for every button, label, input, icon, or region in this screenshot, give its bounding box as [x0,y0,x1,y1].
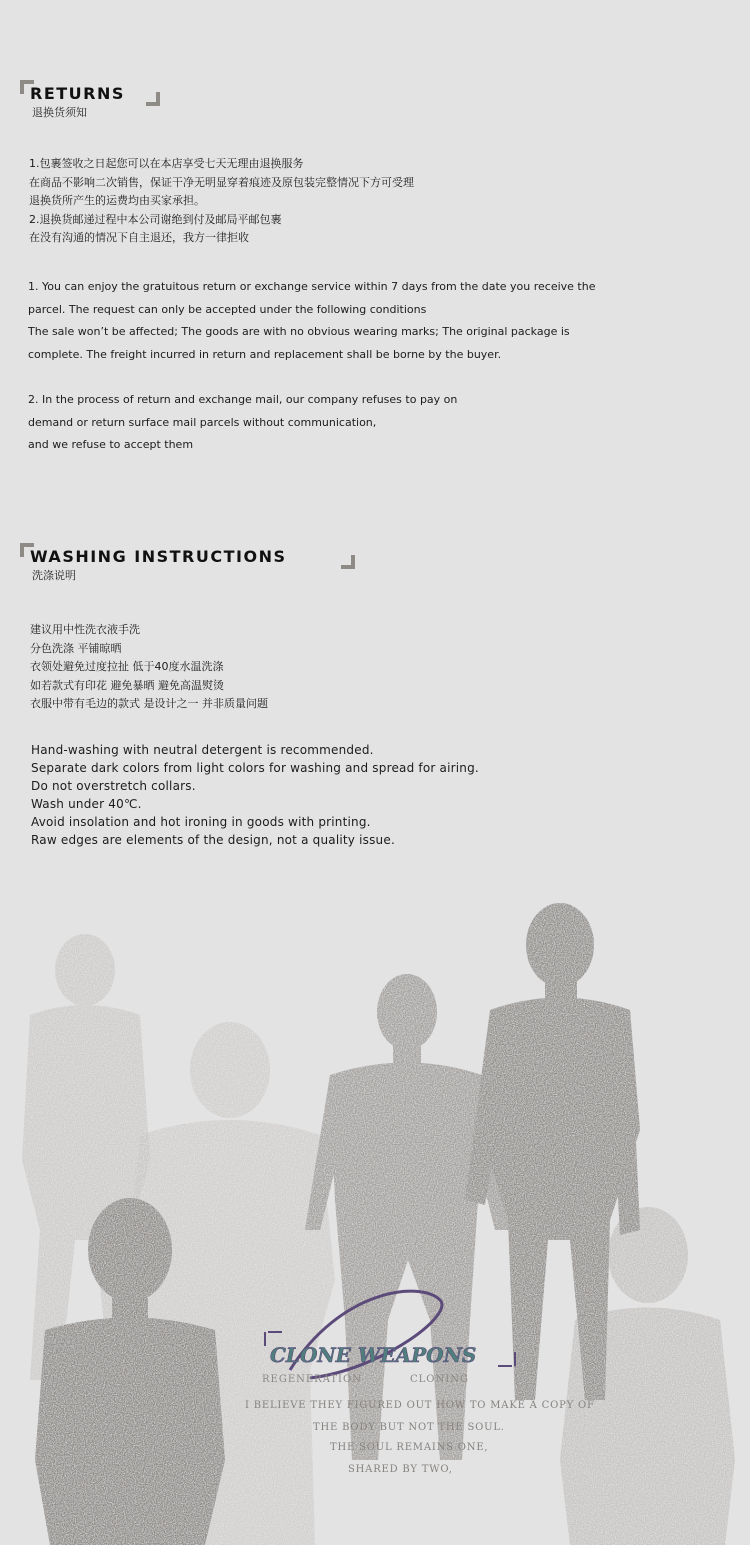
returns-english-para-1 [28,276,595,366]
text-line: complete. The freight incurred in return and replacement shall be borne by the buyer. [28,347,502,361]
text-line: 在没有沟通的情况下自主退还，我方一律拒收 [29,231,249,245]
text-line: 衣领处避免过度拉扯 低于40度水温洗涤 [30,660,224,674]
text-line: 2. In the process of return and exchange mail, our company refuses to pay on [28,393,458,406]
text-line: demand or return surface mail parcels without communication, [28,415,377,429]
text-line: 分色洗涤 平铺晾晒 [30,641,122,655]
dotted-figure [305,974,510,1460]
returns-header [20,80,165,120]
text-line: Avoid insolation and hot ironing in goods with printing. [31,815,371,829]
clone-figures-artwork [0,900,750,1545]
washing-header [20,543,360,583]
bracket-bottom-right [146,92,160,106]
tagline-cloning: CLONING [410,1374,469,1385]
returns-subtitle: 退换货须知 [32,106,87,119]
washing-english-text [31,741,479,849]
washing-subtitle: 洗涤说明 [32,569,76,582]
text-line: 退换货所产生的运费均由买家承担。 [29,194,205,208]
returns-english-para-2 [28,389,457,457]
poem-line: SHARED BY TWO, [348,1464,453,1475]
text-line: Do not overstretch collars. [31,779,196,793]
text-line: 衣服中带有毛边的款式 是设计之一 并非质量问题 [30,697,268,711]
returns-chinese-text [29,155,414,248]
text-line: 2.退换货邮递过程中本公司谢绝到付及邮局平邮包裹 [29,212,282,226]
text-line: 如若款式有印花 避免暴晒 避免高温熨烫 [30,678,224,692]
poem-line: THE SOUL REMAINS ONE, [330,1442,489,1453]
washing-title: WASHING INSTRUCTIONS [30,547,287,566]
poem-line: THE BODY BUT NOT THE SOUL. [313,1422,505,1433]
bracket-bottom-right [341,555,355,569]
text-line: Raw edges are elements of the design, not a quality issue. [31,833,395,847]
text-line: Hand-washing with neutral detergent is recommended. [31,743,374,757]
text-line: and we refuse to accept them [28,438,194,451]
tagline-regeneration: REGENERATION [262,1374,362,1385]
logo-wordmark: CLONE WEAPONS [270,1343,477,1367]
returns-title: RETURNS [30,84,125,103]
washing-chinese-text [30,621,268,714]
text-line: 1.包裹签收之日起您可以在本店享受七天无理由退换服务 [29,157,304,170]
text-line: 建议用中性洗衣液手洗 [30,623,140,636]
text-line: 1. You can enjoy the gratuitous return or exchange service within 7 days from the date you receive the [28,280,596,293]
text-line: Wash under 40℃. [31,797,142,811]
text-line: parcel. The request can only be accepted under the following conditions [28,302,427,316]
text-line: 在商品不影响二次销售，保证干净无明显穿着痕迹及原包装完整情况下方可受理 [29,175,414,189]
text-line: The sale won’t be affected; The goods are with no obvious wearing marks; The original package is [28,325,570,338]
poem-line: I BELIEVE THEY FIGURED OUT HOW TO MAKE A COPY OF [245,1400,595,1411]
text-line: Separate dark colors from light colors for washing and spread for airing. [31,761,479,775]
